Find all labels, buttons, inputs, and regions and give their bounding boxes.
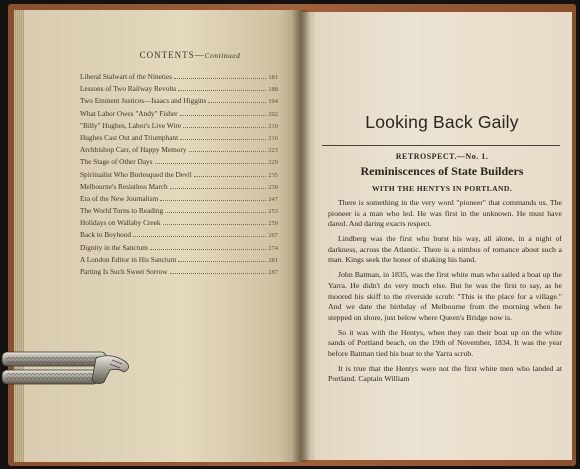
book-title: Looking Back Gaily [365, 112, 519, 132]
toc-entry [80, 170, 278, 182]
chapter-subhead: WITH THE HENTYS IN PORTLAND. [371, 184, 513, 193]
table-of-contents [80, 72, 278, 279]
chapter-body [328, 198, 562, 389]
toc-entry [80, 267, 278, 279]
toc-entry-title: Liberal Stalwart of the Nineties [80, 72, 172, 81]
body-paragraph: There is something in the very word "pioneer" that commands us. The pioneer is a man who led. He was first in the unknown. He must have dared. And daring exacts respect. [328, 198, 562, 229]
toc-entry-page: 181 [268, 74, 278, 81]
toc-entry-page: 239 [268, 183, 278, 191]
toc-entry-page: 188 [268, 86, 278, 94]
toc-entry [80, 157, 278, 169]
bookmark-clip [0, 348, 140, 390]
toc-entry [80, 133, 278, 145]
toc-entry-page: 281 [268, 256, 278, 264]
toc-entry [80, 72, 278, 84]
body-paragraph: It is true that the Hentys were not the first white men who landed at Portland. Captain William [328, 363, 562, 384]
contents-label: CONTENTS [139, 50, 195, 60]
toc-leader-dots [160, 195, 266, 201]
toc-entry-title: Back to Boyhood [80, 230, 132, 240]
toc-leader-dots [163, 219, 267, 225]
body-paragraph: Lindberg was the first who burst his way, all alone, in a night of darkness, across the Atlantic. There is a nimbus of romance about such a man. Kings seek the honor of shaking his hand. [328, 234, 562, 265]
title-rule [322, 145, 560, 146]
toc-entry-page: 287 [268, 269, 278, 276]
toc-entry-title: Melbourne's Resistless March [80, 181, 168, 191]
contents-heading: CONTENTS—Continued [139, 50, 241, 60]
toc-leader-dots [155, 158, 267, 164]
section-title: Reminiscences of State Builders [360, 164, 524, 178]
toc-entry [80, 194, 278, 206]
toc-leader-dots [170, 268, 267, 274]
toc-entry-title: Archbishop Carr, of Happy Memory [80, 145, 187, 155]
toc-entry-title: "Billy" Hughes, Labor's Live Wire [80, 120, 182, 130]
toc-entry-title: Hughes Cast Out and Triumphant [80, 132, 179, 142]
toc-entry-page: 216 [268, 134, 278, 142]
toc-entry-title: What Labor Owes "Andy" Fisher [80, 108, 178, 118]
toc-entry [80, 218, 278, 230]
toc-entry [80, 206, 278, 218]
retrospect-number: RETROSPECT.—No. 1. [395, 152, 489, 161]
toc-leader-dots [178, 85, 266, 91]
toc-entry-page: 259 [268, 220, 278, 228]
toc-entry-title: Spiritualist Who Burlesqued the Devil [80, 169, 192, 179]
toc-entry-title: The Stage of Other Days [80, 157, 153, 167]
toc-entry-title: The World Turns to Reading [80, 206, 164, 216]
toc-leader-dots [174, 73, 266, 79]
toc-entry [80, 96, 278, 108]
toc-leader-dots [180, 134, 266, 140]
toc-leader-dots [133, 231, 266, 237]
toc-entry [80, 255, 278, 267]
toc-leader-dots [189, 146, 267, 152]
toc-entry-title: Dignity in the Sanctum [80, 242, 148, 252]
toc-entry-title: Two Eminent Justices—Isaacs and Higgins [80, 96, 207, 106]
toc-leader-dots [208, 97, 266, 103]
toc-entry-page: 274 [268, 244, 278, 252]
book-gutter [292, 10, 310, 462]
toc-entry [80, 230, 278, 242]
toc-entry-page: 229 [268, 159, 278, 167]
toc-entry-title: Holidays on Wallaby Creek [80, 218, 161, 228]
toc-entry-title: Parting Is Such Sweet Sorrow [80, 267, 168, 276]
toc-entry-page: 247 [268, 195, 278, 203]
toc-entry [80, 84, 278, 96]
toc-entry-title: Lessons of Two Railway Revolts [80, 84, 177, 94]
toc-leader-dots [194, 171, 267, 177]
page-edges [14, 10, 24, 462]
toc-leader-dots [180, 110, 267, 116]
toc-entry-page: 202 [268, 110, 278, 118]
toc-entry [80, 109, 278, 121]
toc-entry [80, 121, 278, 133]
toc-entry-title: A London Editor in His Sanctum [80, 254, 177, 264]
toc-entry-title: Era of the New Journalism [80, 193, 159, 203]
toc-leader-dots [170, 183, 267, 189]
toc-leader-dots [150, 244, 266, 250]
body-paragraph: John Batman, in 1835, was the first white man who sailed a boat up the Yarra. He didn't do very much else. But he was the first to say, as he moored his skiff to the riverside scrub: "This is the place for a village." And we date the birthday of Melbourne from the morning when he stepped on shore, just below where Queen's Bridge now is. [328, 270, 562, 322]
continued-label: Continued [204, 51, 241, 60]
toc-entry-page: 253 [268, 208, 278, 216]
toc-entry [80, 145, 278, 157]
toc-entry [80, 243, 278, 255]
toc-entry-page: 267 [268, 232, 278, 240]
toc-leader-dots [183, 122, 266, 128]
toc-entry-page: 194 [268, 98, 278, 106]
toc-leader-dots [178, 256, 266, 262]
toc-leader-dots [165, 207, 266, 213]
toc-entry-page: 210 [268, 122, 278, 130]
body-paragraph: So it was with the Hentys, when they ran their boat up on the white sands of Portland beach, on the 19th of November, 1834. It was the year before Batman tied his boat to the Yarra scrub. [328, 327, 562, 358]
toc-entry-page: 223 [268, 147, 278, 155]
toc-entry-page: 235 [268, 171, 278, 179]
toc-entry [80, 182, 278, 194]
